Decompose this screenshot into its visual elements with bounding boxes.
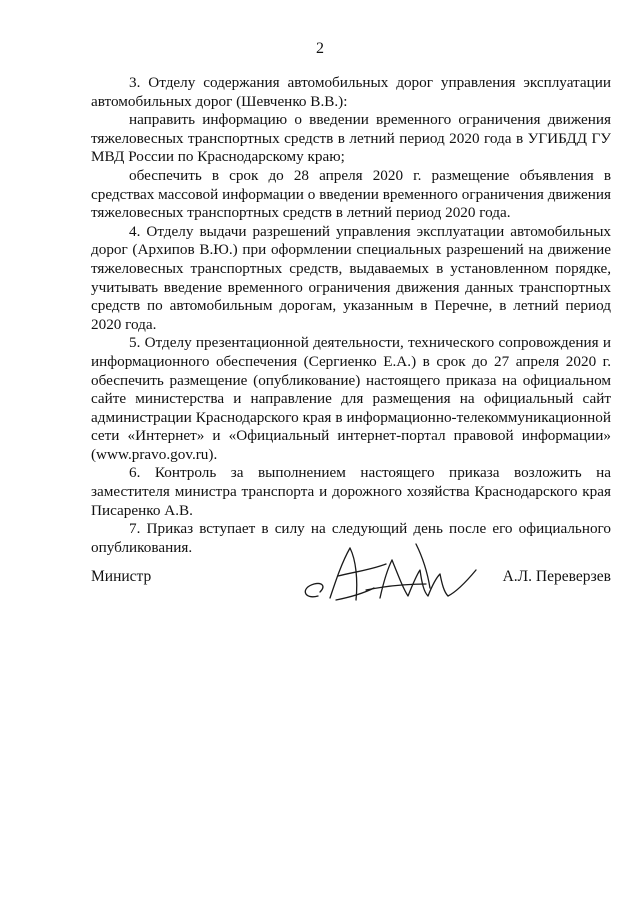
document-body <box>91 74 611 557</box>
paragraph-5: 5. Отделу презентационной деятельности, технического сопровождения и информационного обеспечения (Сергиенко Е.А.) в срок до 27 апреля 2020 г. обеспечить размещение (опубликование) настоящего приказа на официальном сайте министерства и направление для размещения на официальный сайт администрации Краснодарского края в информационно-телекоммуникационной сети «Интернет» и «Официальный интернет-портал правовой информации» (www.pravo.gov.ru). <box>91 334 611 463</box>
paragraph-4: 4. Отделу выдачи разрешений управления эксплуатации автомобильных дорог (Архипов В.Ю.) при оформлении специальных разрешений на движение тяжеловесных транспортных средств, выдаваемых в установленном порядке, учитывать введение временного ограничения движения данных транспортных средств по автомобильным дорогам, указанным в Перечне, в летний период 2020 года. <box>91 222 611 333</box>
paragraph-7: 7. Приказ вступает в силу на следующий день после его официального опубликования. <box>91 520 611 556</box>
paragraph-6: 6. Контроль за выполнением настоящего приказа возложить на заместителя министра транспорта и дорожного хозяйства Краснодарского края Писаренко А.В. <box>91 464 611 519</box>
signature-block <box>91 568 611 628</box>
signer-name: А.Л. Переверзев <box>502 568 611 585</box>
page-number: 2 <box>316 40 324 57</box>
paragraph-3: 3. Отделу содержания автомобильных дорог управления эксплуатации автомобильных дорог (Шевченко В.В.): <box>91 74 611 110</box>
paragraph-3-item-2: обеспечить в срок до 28 апреля 2020 г. размещение объявления в средствах массовой информации о введении временного ограничения движения тяжеловесных транспортных средств в летний период 2020 года. <box>91 166 611 222</box>
signer-position: Министр <box>91 568 152 585</box>
handwritten-signature <box>296 540 486 612</box>
paragraph-3-item-1: направить информацию о введении временного ограничения движения тяжеловесных транспортных средств в летний период 2020 года в УГИБДД ГУ МВД России по Краснодарскому краю; <box>91 111 611 166</box>
